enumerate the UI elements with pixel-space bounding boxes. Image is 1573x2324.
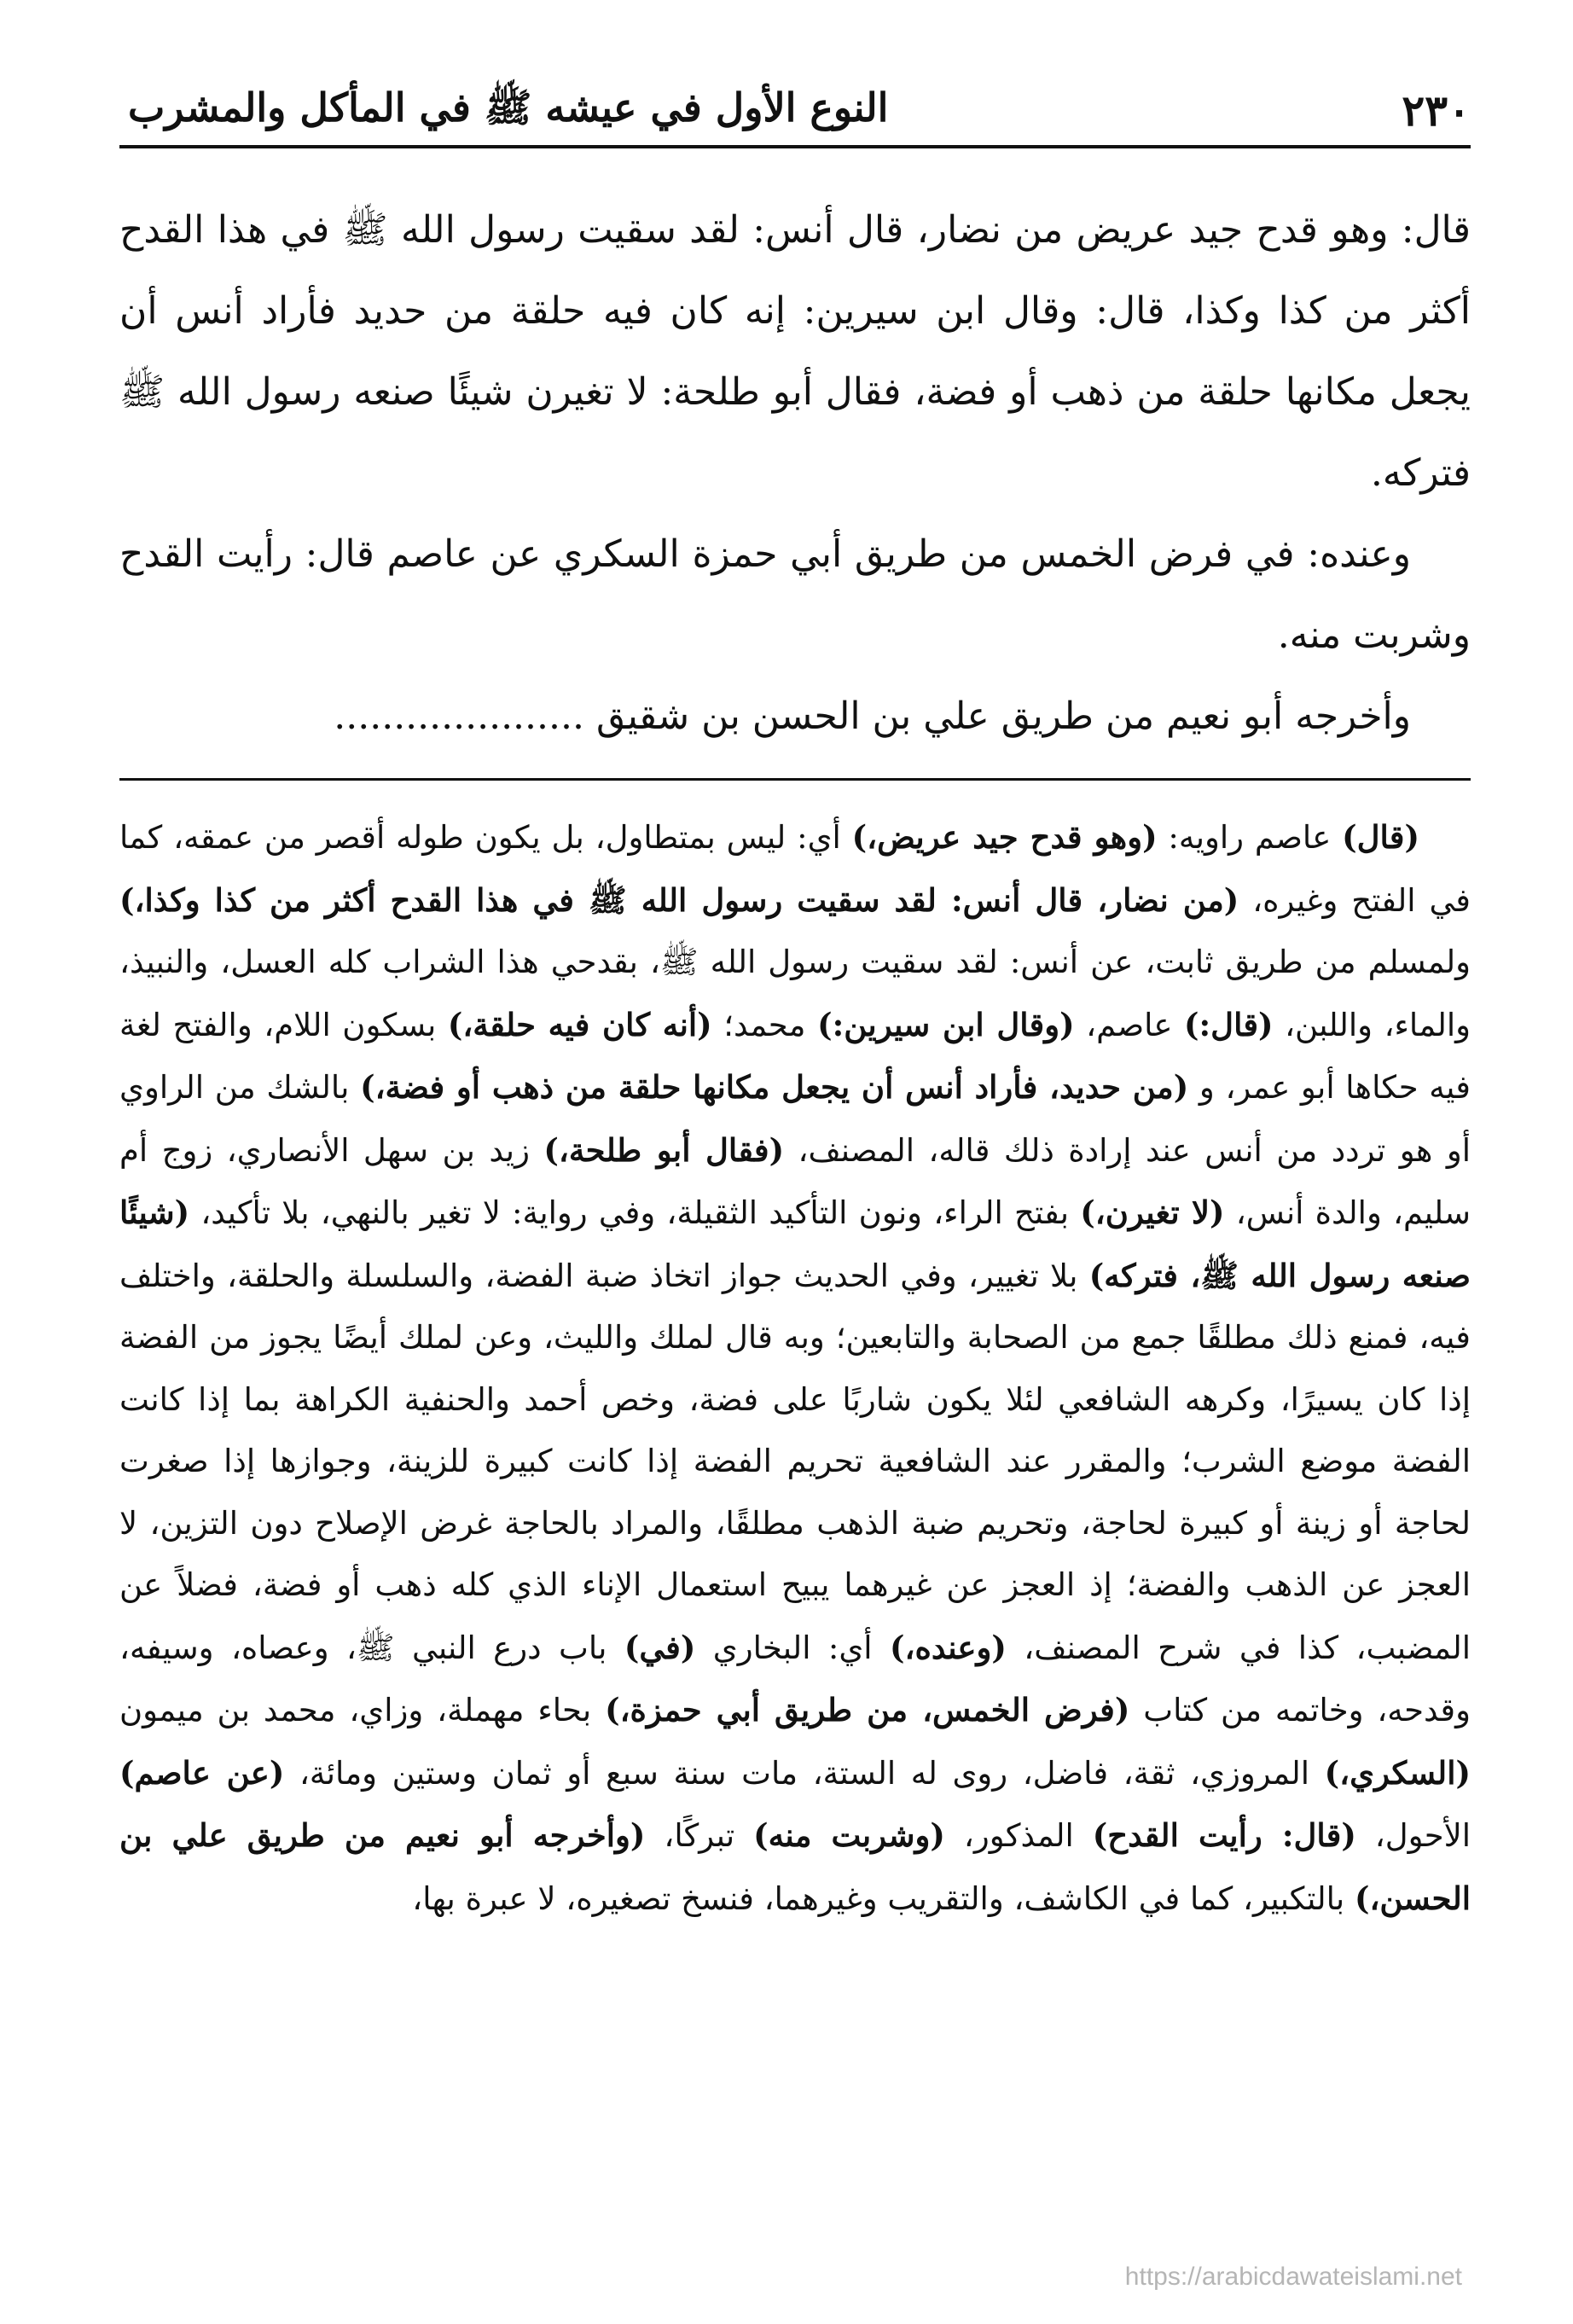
quoted-text: (قال) [1342,818,1419,856]
quoted-text: (وعنده،) [890,1628,1007,1666]
header-rule [119,145,1471,148]
quoted-text: (فرض الخمس، من طريق أبي حمزة،) [605,1691,1130,1728]
commentary-text: الأحول، [1355,1817,1471,1854]
quoted-text: (وأخرجه أبو نعيم من طريق علي بن الحسن،) [119,1816,1471,1917]
commentary-text: ولمسلم من طريق ثابت، عن أنس: لقد سقيت رسول الله ﷺ، بقدحي هذا الشراب كله العسل، والنبيذ، والماء، واللبن، [119,944,1471,1043]
commentary-text: تبركًا، [645,1817,754,1854]
commentary-text: أي: البخاري [695,1629,891,1666]
commentary-text: باب درع النبي ﷺ، وعصاه، وسيفه، وقدحه، وخاتمه من كتاب [119,1629,1471,1728]
quoted-text: (فقال أبو طلحة،) [543,1130,785,1169]
commentary-text: أي: ليس بمتطاول، بل يكون طوله أقصر من عمقه، كما في الفتح وغيره، [119,819,1471,919]
main-paragraph [119,676,1471,757]
commentary [119,806,1471,1930]
main-paragraph-text: وأخرجه أبو نعيم من طريق علي بن الحسن بن شقيق [595,694,1411,738]
quoted-text: (شيئًا صنعه رسول الله ﷺ، فتركه) [119,1194,1471,1294]
quoted-text: (قال:) [1184,1005,1274,1043]
quoted-text: (وشربت منه) [753,1816,945,1854]
quoted-text: (في) [624,1628,696,1666]
commentary-text: بحاء مهملة، وزاي، محمد بن ميمون [119,1692,606,1728]
commentary-text: محمد؛ [711,1006,818,1043]
commentary-paragraph [119,806,1471,1930]
running-title: النوع الأول في عيشه ﷺ في المأكل والمشرب [128,84,889,131]
source-watermark: https://arabicdawateislami.net [1124,2263,1462,2291]
quoted-text: (السكري،) [1324,1753,1471,1792]
quoted-text: (أنه كان فيه حلقة،) [447,1005,712,1043]
ellipsis-dots: ..................... [334,694,584,738]
page-number: ٢٣٠ [1402,85,1471,136]
commentary-text: بالتكبير، كما في الكاشف، والتقريب وغيرهما، فنسخ تصغيره، لا عبرة بها، [412,1880,1355,1917]
commentary-text: المذكور، [944,1817,1093,1854]
main-paragraph: قال: وهو قدح جيد عريض من نضار، قال أنس: لقد سقيت رسول الله ﷺ في هذا القدح أكثر من كذا وكذا، قال: وقال ابن سيرين: إنه كان فيه حلقة من حديد فأراد أنس أن يجعل مكانها حلقة من ذهب أو فضة، فقال أبو طلحة: لا تغيرن شيئًا صنعه رسول الله ﷺ فتركه. [119,208,1471,495]
commentary-text: بلا تغيير، وفي الحديث جواز اتخاذ ضبة الفضة، والسلسلة والحلقة، واختلف فيه، فمنع ذلك مطلقًا جمع من الصحابة والتابعين؛ وبه قال لملك والليث، وعن لملك أيضًا يجوز من الفضة إذا كان يسيرًا، وكرهه الشافعي لئلا يكون شاربًا على فضة، وخص أحمد والحنفية الكراهة بما إذا كانت الفضة موضع الشرب؛ والمقرر عند الشافعية تحريم الفضة إذا كانت كبيرة للزينة، وجوازها إذا صغرت لحاجة أو زينة أو كبيرة لحاجة، وتحريم ضبة الذهب مطلقًا، والمراد بالحاجة غرض الإصلاح دون التزين، لا العجز عن الذهب والفضة؛ إذ العجز عن غيرهما يبيح استعمال الإناء الذي كله ذهب أو فضة، فضلاً عن المضبب، كذا في شرح المصنف، [119,1257,1471,1666]
quoted-text: (لا تغيرن،) [1080,1194,1225,1231]
commentary-text: بفتح الراء، ونون التأكيد الثقيلة، وفي رواية: لا تغير بالنهي، بلا تأكيد، [189,1194,1081,1231]
commentary-text: المروزي، ثقة، فاضل، روى له الستة، مات سنة سبع أو ثمان وستين ومائة، [284,1754,1325,1792]
quoted-text: (قال: رأيت القدح) [1092,1816,1356,1854]
quoted-text: (عن عاصم) [119,1753,285,1792]
quoted-text: (من نضار، قال أنس: لقد سقيت رسول الله ﷺ في هذا القدح أكثر من كذا وكذا،) [119,880,1239,919]
commentary-text: عاصم راويه: [1157,819,1343,856]
commentary-text: بالشك من الراوي أو هو تردد من أنس عند إرادة ذلك قاله، المصنف، [119,1069,1471,1169]
commentary-text: زيد بن سهل الأنصاري، زوج أم سليم، والدة أنس، [119,1131,1471,1231]
main-text [119,189,1471,757]
commentary-text: بسكون اللام، والفتح لغة فيه حكاها أبو عمر، و [119,1006,1471,1106]
main-paragraph: وعنده: في فرض الخمس من طريق أبي حمزة السكري عن عاصم قال: رأيت القدح وشربت منه. [119,532,1471,657]
section-divider [119,778,1471,781]
commentary-text: عاصم، [1074,1006,1185,1043]
quoted-text: (وقال ابن سيرين:) [817,1005,1075,1043]
page-header [119,78,1471,147]
quoted-text: (وهو قدح جيد عريض،) [851,818,1158,856]
quoted-text: (من حديد، فأراد أنس أن يجعل مكانها حلقة من ذهب أو فضة،) [360,1068,1189,1106]
